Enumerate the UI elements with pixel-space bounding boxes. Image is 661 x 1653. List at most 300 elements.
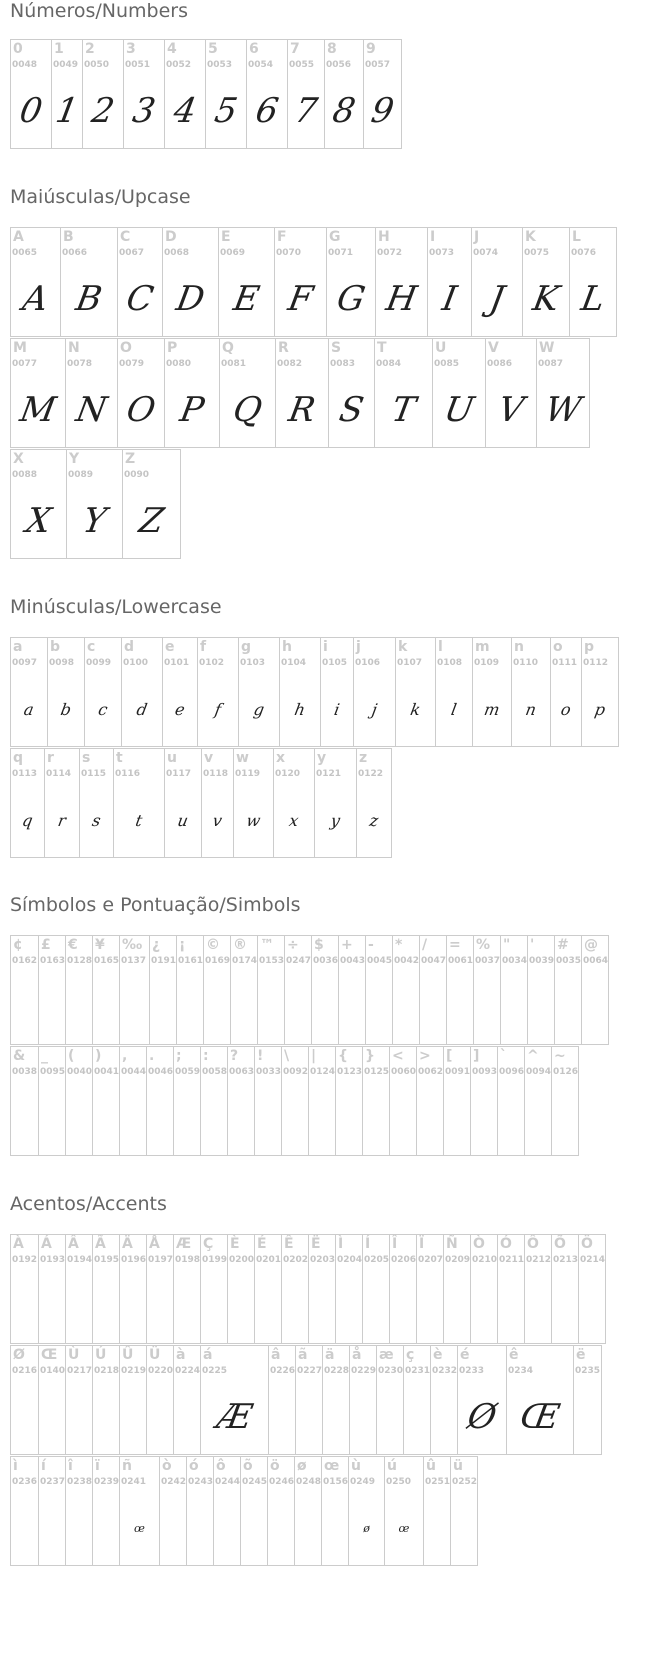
glyph-character-label: É <box>257 1236 267 1252</box>
glyph-code-label: 0192 <box>12 1255 38 1265</box>
glyph-preview: o <box>559 699 573 719</box>
glyph-character-label: X <box>13 451 24 467</box>
glyph-character-label: S <box>331 340 342 356</box>
glyph-code-label: 0212 <box>526 1255 552 1265</box>
glyph-preview: a <box>22 699 36 719</box>
glyph-character-label: W <box>539 340 555 356</box>
glyph-character-label: Û <box>122 1347 134 1363</box>
glyph-cell <box>363 39 402 149</box>
glyph-character-label: ¢ <box>13 937 23 953</box>
glyph-preview: 3 <box>129 91 159 131</box>
glyph-code-label: 0126 <box>553 1067 579 1077</box>
glyph-code-label: 0198 <box>175 1255 201 1265</box>
glyph-code-label: 0204 <box>337 1255 363 1265</box>
glyph-character-label: Ë <box>311 1236 321 1252</box>
glyph-character-label: Ó <box>500 1236 512 1252</box>
glyph-cell <box>65 1234 93 1344</box>
glyph-cell <box>511 637 551 747</box>
glyph-code-label: 0230 <box>378 1366 404 1376</box>
glyph-character-label: 6 <box>249 41 259 57</box>
glyph-cell <box>349 1345 377 1455</box>
glyph-cell <box>573 1345 602 1455</box>
glyph-code-label: 0034 <box>502 956 528 966</box>
glyph-code-label: 0239 <box>94 1477 120 1487</box>
glyph-code-label: 0242 <box>161 1477 187 1487</box>
glyph-character-label: E <box>221 229 231 245</box>
glyph-character-label: H <box>378 229 390 245</box>
glyph-cell <box>457 1345 507 1455</box>
glyph-cell <box>294 1456 322 1566</box>
glyph-preview: t <box>134 810 144 830</box>
glyph-character-label: Ç <box>203 1236 214 1252</box>
glyph-character-label: ; <box>176 1048 182 1064</box>
glyph-code-label: 0075 <box>524 248 550 258</box>
glyph-code-label: 0060 <box>391 1067 417 1077</box>
glyph-preview: M <box>17 390 59 430</box>
glyph-preview <box>147 1269 173 1343</box>
glyph-code-label: 0202 <box>283 1255 309 1265</box>
glyph-preview: L <box>578 279 608 319</box>
glyph-character-label: œ <box>324 1458 340 1474</box>
glyph-code-label: 0227 <box>297 1366 323 1376</box>
glyph-code-label: 0069 <box>220 248 246 258</box>
glyph-character-label: Œ <box>41 1347 58 1363</box>
glyph-character-label: + <box>341 937 353 953</box>
glyph-cell <box>254 1234 282 1344</box>
glyph-cell <box>66 449 123 559</box>
glyph-cell <box>246 39 288 149</box>
glyph-code-label: 0213 <box>553 1255 579 1265</box>
glyph-character-label: ã <box>298 1347 308 1363</box>
glyph-character-label: 9 <box>366 41 376 57</box>
glyph-character-label: Õ <box>554 1236 566 1252</box>
glyph-code-label: 0250 <box>386 1477 412 1487</box>
glyph-cell <box>581 935 609 1045</box>
glyph-preview <box>424 1491 450 1565</box>
glyph-preview: X <box>22 501 55 541</box>
glyph-preview <box>214 1491 240 1565</box>
glyph-character-label: ÷ <box>287 937 299 953</box>
glyph-code-label: 0199 <box>202 1255 228 1265</box>
glyph-preview: U <box>441 390 477 430</box>
glyph-preview <box>525 1269 551 1343</box>
glyph-code-label: 0092 <box>283 1067 309 1077</box>
glyph-character-label: B <box>63 229 74 245</box>
glyph-character-label: u <box>167 750 177 766</box>
glyph-code-label: 0086 <box>487 359 513 369</box>
glyph-character-label: m <box>475 639 490 655</box>
glyph-code-label: 0079 <box>119 359 145 369</box>
glyph-code-label: 0108 <box>437 658 463 668</box>
glyph-code-label: 0085 <box>434 359 460 369</box>
glyph-row <box>10 1234 606 1344</box>
glyph-character-label: d <box>124 639 135 655</box>
glyph-code-label: 0243 <box>188 1477 214 1487</box>
glyph-character-label: y <box>317 750 327 766</box>
glyph-code-label: 0067 <box>119 248 145 258</box>
glyph-preview: k <box>408 699 423 719</box>
glyph-preview <box>147 1380 173 1454</box>
glyph-preview: 9 <box>368 91 397 131</box>
glyph-preview <box>545 1081 584 1155</box>
glyph-code-label: 0043 <box>340 956 366 966</box>
glyph-cell <box>117 338 165 448</box>
glyph-cell <box>92 1234 120 1344</box>
glyph-character-label: # <box>557 937 569 953</box>
glyph-preview <box>11 1269 38 1343</box>
glyph-character-label: % <box>476 937 491 953</box>
glyph-preview: B <box>72 279 106 319</box>
glyph-character-label: ™ <box>260 937 274 953</box>
glyph-character-label: C <box>120 229 131 245</box>
glyph-character-label: Î <box>392 1236 398 1252</box>
glyph-preview <box>282 1269 308 1343</box>
glyph-code-label: 0051 <box>125 60 151 70</box>
glyph-character-label: x <box>276 750 286 766</box>
glyph-cell <box>524 1234 552 1344</box>
glyph-code-label: 0220 <box>148 1366 174 1376</box>
glyph-character-label: - <box>368 937 374 953</box>
glyph-character-label: ' <box>530 937 535 953</box>
glyph-cell <box>443 1234 471 1344</box>
glyph-character-label: Z <box>125 451 136 467</box>
glyph-cell <box>10 449 67 559</box>
glyph-character-label: U <box>435 340 447 356</box>
glyph-cell <box>314 748 357 858</box>
glyph-preview: b <box>59 699 73 719</box>
glyph-character-label: O <box>120 340 132 356</box>
glyph-character-label: Ê <box>284 1236 294 1252</box>
glyph-code-label: 0070 <box>276 248 302 258</box>
glyph-character-label: 7 <box>290 41 300 57</box>
glyph-cell <box>335 1234 363 1344</box>
glyph-character-label: Ö <box>581 1236 593 1252</box>
glyph-cell <box>219 338 276 448</box>
glyph-preview: 2 <box>88 91 118 131</box>
glyph-code-label: 0082 <box>277 359 303 369</box>
glyph-preview <box>187 1491 213 1565</box>
glyph-character-label: á <box>203 1347 213 1363</box>
glyph-character-label: . <box>149 1048 155 1064</box>
glyph-cell <box>123 39 165 149</box>
glyph-character-label: M <box>13 340 27 356</box>
glyph-preview: n <box>524 699 538 719</box>
glyph-code-label: 0100 <box>123 658 149 668</box>
glyph-character-label: ú <box>387 1458 397 1474</box>
glyph-cell <box>119 1234 147 1344</box>
glyph-cell <box>65 1345 93 1455</box>
glyph-preview: W <box>541 390 584 430</box>
glyph-preview: œ <box>134 1521 145 1535</box>
glyph-code-label: 0122 <box>358 769 384 779</box>
glyph-row <box>10 1046 579 1156</box>
glyph-character-label: Ú <box>95 1347 107 1363</box>
glyph-code-label: 0066 <box>62 248 88 258</box>
glyph-code-label: 0072 <box>377 248 403 258</box>
glyph-code-label: 0071 <box>328 248 354 258</box>
glyph-cell <box>423 1456 451 1566</box>
glyph-cell <box>159 1456 187 1566</box>
glyph-character-label: à <box>176 1347 186 1363</box>
glyph-cell <box>581 637 619 747</box>
glyph-cell <box>403 1345 431 1455</box>
glyph-preview: G <box>333 279 369 319</box>
glyph-preview: x <box>287 810 301 830</box>
glyph-code-label: 0089 <box>68 470 94 480</box>
glyph-cell <box>121 637 163 747</box>
glyph-cell <box>506 1345 574 1455</box>
glyph-code-label: 0207 <box>418 1255 444 1265</box>
glyph-code-label: 0050 <box>84 60 110 70</box>
glyph-character-label: " <box>503 937 511 953</box>
glyph-preview: i <box>332 699 342 719</box>
glyph-cell <box>200 1234 228 1344</box>
glyph-preview <box>269 1380 295 1454</box>
glyph-code-label: 0091 <box>445 1067 471 1077</box>
glyph-code-label: 0101 <box>164 658 190 668</box>
glyph-character-label: & <box>13 1048 26 1064</box>
glyph-code-label: 0195 <box>94 1255 120 1265</box>
glyph-code-label: 0228 <box>324 1366 350 1376</box>
glyph-code-label: 0123 <box>337 1067 363 1077</box>
glyph-character-label: 4 <box>167 41 177 57</box>
section-title: Acentos/Accents <box>10 1193 167 1215</box>
glyph-preview: q <box>20 810 35 830</box>
glyph-code-label: 0115 <box>81 769 107 779</box>
glyph-character-label: õ <box>243 1458 253 1474</box>
glyph-character-label: F <box>277 229 287 245</box>
glyph-row <box>10 637 619 747</box>
glyph-character-label: q <box>13 750 24 766</box>
glyph-cell <box>287 39 325 149</box>
glyph-cell <box>395 637 436 747</box>
glyph-code-label: 0049 <box>53 60 79 70</box>
glyph-character-label: A <box>13 229 24 245</box>
glyph-preview <box>11 1380 38 1454</box>
glyph-code-label: 0219 <box>121 1366 147 1376</box>
glyph-code-label: 0073 <box>429 248 455 258</box>
glyph-row <box>10 1456 478 1566</box>
glyph-character-label: î <box>68 1458 73 1474</box>
glyph-preview <box>471 1269 497 1343</box>
glyph-preview: A <box>19 279 52 319</box>
glyph-code-label: 0120 <box>275 769 301 779</box>
glyph-code-label: 0205 <box>364 1255 390 1265</box>
glyph-code-label: 0137 <box>121 956 147 966</box>
glyph-character-label: , <box>122 1048 128 1064</box>
glyph-character-label: ò <box>162 1458 172 1474</box>
glyph-code-label: 0062 <box>418 1067 444 1077</box>
glyph-character-label: f <box>200 639 207 655</box>
glyph-cell <box>200 1345 269 1455</box>
glyph-code-label: 0114 <box>46 769 72 779</box>
glyph-preview <box>39 1491 65 1565</box>
glyph-cell <box>227 1234 255 1344</box>
glyph-code-label: 0084 <box>376 359 402 369</box>
glyph-preview: 0 <box>16 91 46 131</box>
glyph-code-label: 0193 <box>40 1255 66 1265</box>
glyph-cell <box>38 1234 66 1344</box>
glyph-character-label: L <box>572 229 581 245</box>
glyph-preview <box>160 1491 186 1565</box>
glyph-character-label: ~ <box>554 1048 566 1064</box>
glyph-character-label: Ã <box>95 1236 106 1252</box>
glyph-code-label: 0246 <box>269 1477 295 1487</box>
glyph-preview <box>575 970 614 1044</box>
glyph-cell <box>162 637 198 747</box>
glyph-preview <box>120 1269 146 1343</box>
glyph-character-label: ^ <box>527 1048 539 1064</box>
glyph-character-label: © <box>206 937 220 953</box>
glyph-code-label: 0110 <box>513 658 539 668</box>
glyph-cell <box>389 1234 417 1344</box>
glyph-code-label: 0041 <box>94 1067 120 1077</box>
glyph-preview <box>228 1269 254 1343</box>
glyph-character-label: > <box>419 1048 431 1064</box>
glyph-cell <box>240 1456 268 1566</box>
glyph-cell <box>578 1234 606 1344</box>
glyph-character-label: } <box>365 1048 375 1064</box>
glyph-code-label: 0099 <box>86 658 112 668</box>
glyph-code-label: 0216 <box>12 1366 38 1376</box>
glyph-character-label: G <box>329 229 341 245</box>
glyph-code-label: 0042 <box>394 956 420 966</box>
glyph-code-label: 0197 <box>148 1255 174 1265</box>
glyph-cell <box>273 748 315 858</box>
glyph-cell <box>10 227 61 337</box>
glyph-code-label: 0033 <box>256 1067 282 1077</box>
glyph-code-label: 0174 <box>232 956 258 966</box>
glyph-character-label: ¥ <box>95 937 105 953</box>
glyph-cell <box>384 1456 424 1566</box>
glyph-character-label: é <box>460 1347 470 1363</box>
glyph-code-label: 0098 <box>49 658 75 668</box>
glyph-code-label: 0094 <box>526 1067 552 1077</box>
glyph-preview: ø <box>363 1521 370 1535</box>
glyph-preview: 7 <box>291 91 321 131</box>
glyph-character-label: ù <box>351 1458 361 1474</box>
glyph-code-label: 0112 <box>583 658 609 668</box>
glyph-cell <box>536 338 590 448</box>
glyph-character-label: ‰ <box>122 937 143 953</box>
glyph-cell <box>164 338 220 448</box>
glyph-code-label: 0083 <box>330 359 356 369</box>
glyph-preview: z <box>368 810 380 830</box>
glyph-character-label: * <box>395 937 403 953</box>
glyph-code-label: 0249 <box>350 1477 376 1487</box>
glyph-character-label: Ò <box>473 1236 485 1252</box>
glyph-code-label: 0217 <box>67 1366 93 1376</box>
glyph-cell <box>353 637 396 747</box>
glyph-preview <box>174 1269 200 1343</box>
glyph-preview: l <box>449 699 459 719</box>
glyph-character-label: e <box>165 639 175 655</box>
glyph-preview: J <box>486 279 508 319</box>
glyph-preview <box>552 1269 578 1343</box>
glyph-preview: I <box>439 279 460 319</box>
glyph-cell <box>450 1456 478 1566</box>
glyph-code-label: 0088 <box>12 470 38 480</box>
glyph-character-label: P <box>167 340 178 356</box>
glyph-code-label: 0128 <box>67 956 93 966</box>
glyph-code-label: 0247 <box>286 956 312 966</box>
glyph-code-label: 0162 <box>12 956 38 966</box>
glyph-code-label: 0140 <box>40 1366 66 1376</box>
glyph-character-label: ¡ <box>179 937 186 953</box>
glyph-code-label: 0206 <box>391 1255 417 1265</box>
glyph-code-label: 0109 <box>474 658 500 668</box>
glyph-character-label: 3 <box>126 41 136 57</box>
glyph-code-label: 0047 <box>421 956 447 966</box>
glyph-preview <box>444 1269 470 1343</box>
glyph-code-label: 0163 <box>40 956 66 966</box>
glyph-character-label: g <box>241 639 252 655</box>
glyph-cell <box>275 338 329 448</box>
glyph-code-label: 0214 <box>580 1255 606 1265</box>
glyph-character-label: ï <box>95 1458 100 1474</box>
glyph-character-label: c <box>87 639 96 655</box>
glyph-preview: 8 <box>329 91 359 131</box>
glyph-character-label: t <box>116 750 123 766</box>
glyph-code-label: 0233 <box>459 1366 485 1376</box>
glyph-cell <box>551 1046 579 1156</box>
glyph-cell <box>82 39 124 149</box>
glyph-character-label: ë <box>576 1347 586 1363</box>
glyph-cell <box>362 1234 390 1344</box>
glyph-preview <box>93 1380 119 1454</box>
glyph-preview: V <box>495 390 527 430</box>
glyph-code-label: 0113 <box>12 769 38 779</box>
glyph-code-label: 0080 <box>166 359 192 369</box>
glyph-preview <box>201 1269 227 1343</box>
glyph-character-label: ä <box>325 1347 335 1363</box>
glyph-code-label: 0052 <box>166 60 192 70</box>
glyph-preview: j <box>370 699 379 719</box>
glyph-preview: Y <box>79 501 110 541</box>
glyph-preview <box>323 1380 349 1454</box>
glyph-character-label: b <box>50 639 61 655</box>
glyph-code-label: 0237 <box>40 1477 66 1487</box>
glyph-character-label: ó <box>189 1458 199 1474</box>
section-title: Números/Numbers <box>10 0 188 22</box>
glyph-code-label: 0251 <box>425 1477 451 1487</box>
glyph-character-label: Â <box>68 1236 79 1252</box>
glyph-character-label: ê <box>509 1347 519 1363</box>
glyph-cell <box>279 637 321 747</box>
glyph-preview <box>309 1269 335 1343</box>
glyph-preview: e <box>173 699 187 719</box>
glyph-code-label: 0234 <box>508 1366 534 1376</box>
glyph-code-label: 0116 <box>115 769 141 779</box>
glyph-code-label: 0105 <box>322 658 348 668</box>
glyph-character-label: Ï <box>419 1236 425 1252</box>
glyph-character-label: ñ <box>122 1458 132 1474</box>
glyph-character-label: 2 <box>85 41 95 57</box>
glyph-cell <box>233 748 274 858</box>
glyph-cell <box>321 1456 349 1566</box>
glyph-cell <box>146 1234 174 1344</box>
glyph-preview <box>417 1269 443 1343</box>
glyph-preview: Æ <box>213 1397 256 1437</box>
glyph-preview: T <box>388 390 419 430</box>
glyph-code-label: 0191 <box>151 956 177 966</box>
glyph-preview: H <box>383 279 420 319</box>
glyph-character-label: Ä <box>122 1236 133 1252</box>
glyph-code-label: 0064 <box>583 956 609 966</box>
glyph-cell <box>213 1456 241 1566</box>
glyph-character-label: D <box>165 229 177 245</box>
glyph-cell <box>10 748 45 858</box>
